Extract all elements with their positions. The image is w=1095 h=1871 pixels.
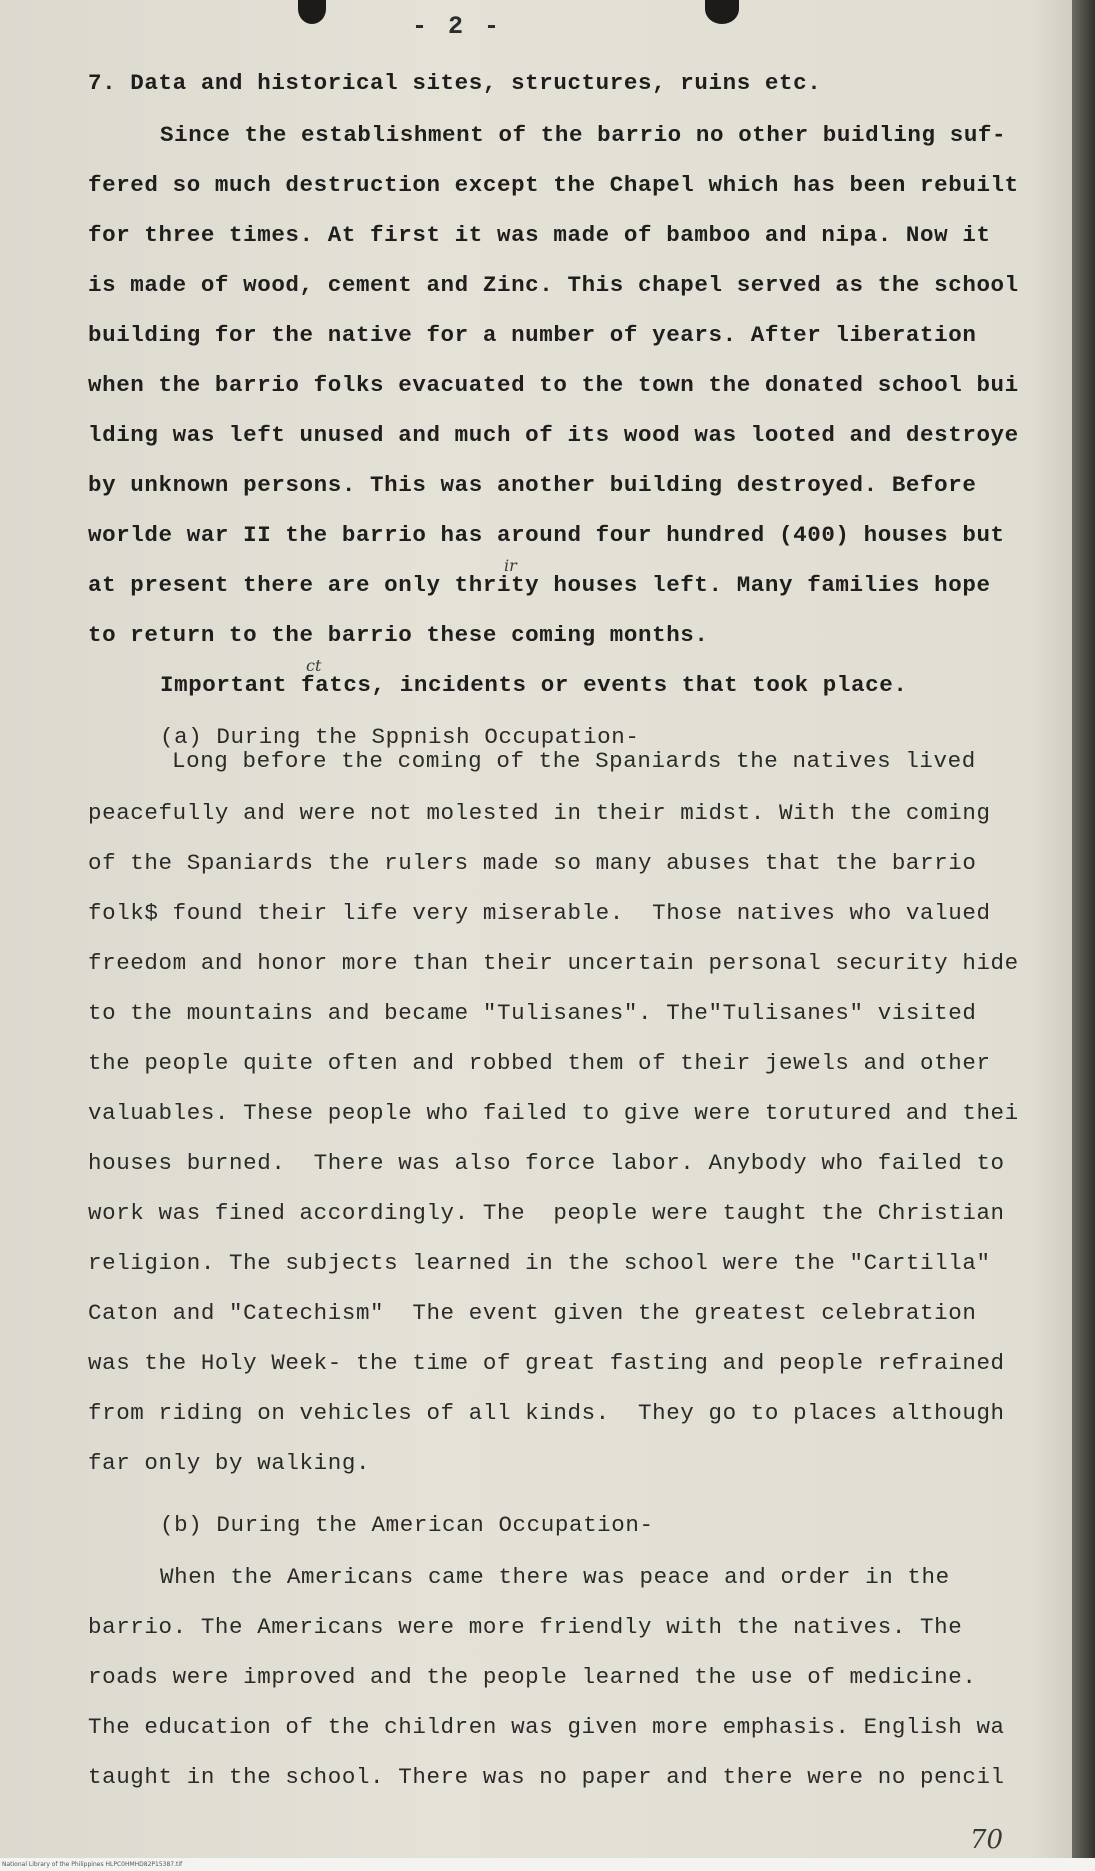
handwritten-insertion: ir	[504, 556, 517, 575]
text-line: folk$ found their life very miserable. Those natives who valued	[88, 900, 991, 926]
text-line: by unknown persons. This was another building destroyed. Before	[88, 472, 977, 498]
text-line: worlde war II the barrio has around four hundred (400) houses but	[88, 522, 1005, 548]
text-line: religion. The subjects learned in the school were the "Cartilla"	[88, 1250, 991, 1276]
text-line: valuables. These people who failed to give were torutured and thei	[88, 1100, 1019, 1126]
text-line: for three times. At first it was made of bamboo and nipa. Now it	[88, 222, 991, 248]
handwritten-page-number: 70	[970, 1825, 1004, 1855]
subsection-heading: (b) During the American Occupation-	[160, 1512, 654, 1538]
text-line: of the Spaniards the rulers made so many abuses that the barrio	[88, 850, 977, 876]
text-line: building for the native for a number of years. After liberation	[88, 322, 977, 348]
text-line: when the barrio folks evacuated to the town the donated school bui	[88, 372, 1019, 398]
text-line: houses burned. There was also force labor. Anybody who failed to	[88, 1150, 1005, 1176]
text-line: work was fined accordingly. The people were taught the Christian	[88, 1200, 1005, 1226]
text-line: from riding on vehicles of all kinds. They go to places although	[88, 1400, 1005, 1426]
text-line: the people quite often and robbed them of their jewels and other	[88, 1050, 991, 1076]
subsection-heading: (a) During the Sppnish Occupation-	[160, 724, 640, 750]
punch-hole-right	[705, 0, 739, 24]
page-number: - 2 -	[412, 12, 503, 41]
text-line: to return to the barrio these coming months.	[88, 622, 709, 648]
section-heading: 7. Data and historical sites, structures, ruins etc.	[88, 70, 822, 96]
text-line: taught in the school. There was no paper and there were no pencil	[88, 1764, 1005, 1790]
text-line: far only by walking.	[88, 1450, 371, 1476]
text-line: was the Holy Week- the time of great fasting and people refrained	[88, 1350, 1005, 1376]
text-line: When the Americans came there was peace and order in the	[160, 1564, 950, 1590]
page-shadow	[1030, 0, 1072, 1858]
subheading: Important fatcs, incidents or events that took place.	[160, 672, 908, 698]
scan-footer: National Library of the Philippines HLPC0HMHD82P15387.tif	[0, 1858, 1095, 1871]
text-line: lding was left unused and much of its wood was looted and destroye	[88, 422, 1019, 448]
punch-hole-left	[298, 0, 326, 24]
text-line: Long before the coming of the Spaniards the natives lived	[172, 748, 976, 774]
text-line: freedom and honor more than their uncertain personal security hide	[88, 950, 1019, 976]
page-edge	[1072, 0, 1095, 1858]
text-line: barrio. The Americans were more friendly with the natives. The	[88, 1614, 963, 1640]
handwritten-insertion: ct	[306, 656, 322, 675]
text-line: Since the establishment of the barrio no other buidling suf-	[160, 122, 1007, 148]
text-line: to the mountains and became "Tulisanes". The"Tulisanes" visited	[88, 1000, 977, 1026]
text-line: peacefully and were not molested in their midst. With the coming	[88, 800, 991, 826]
text-line: roads were improved and the people learned the use of medicine.	[88, 1664, 977, 1690]
text-line: The education of the children was given more emphasis. English wa	[88, 1714, 1005, 1740]
text-line: Caton and "Catechism" The event given the greatest celebration	[88, 1300, 977, 1326]
text-line: at present there are only thrity houses left. Many families hope	[88, 572, 991, 598]
text-line: is made of wood, cement and Zinc. This chapel served as the school	[88, 272, 1019, 298]
text-line: fered so much destruction except the Chapel which has been rebuilt	[88, 172, 1019, 198]
